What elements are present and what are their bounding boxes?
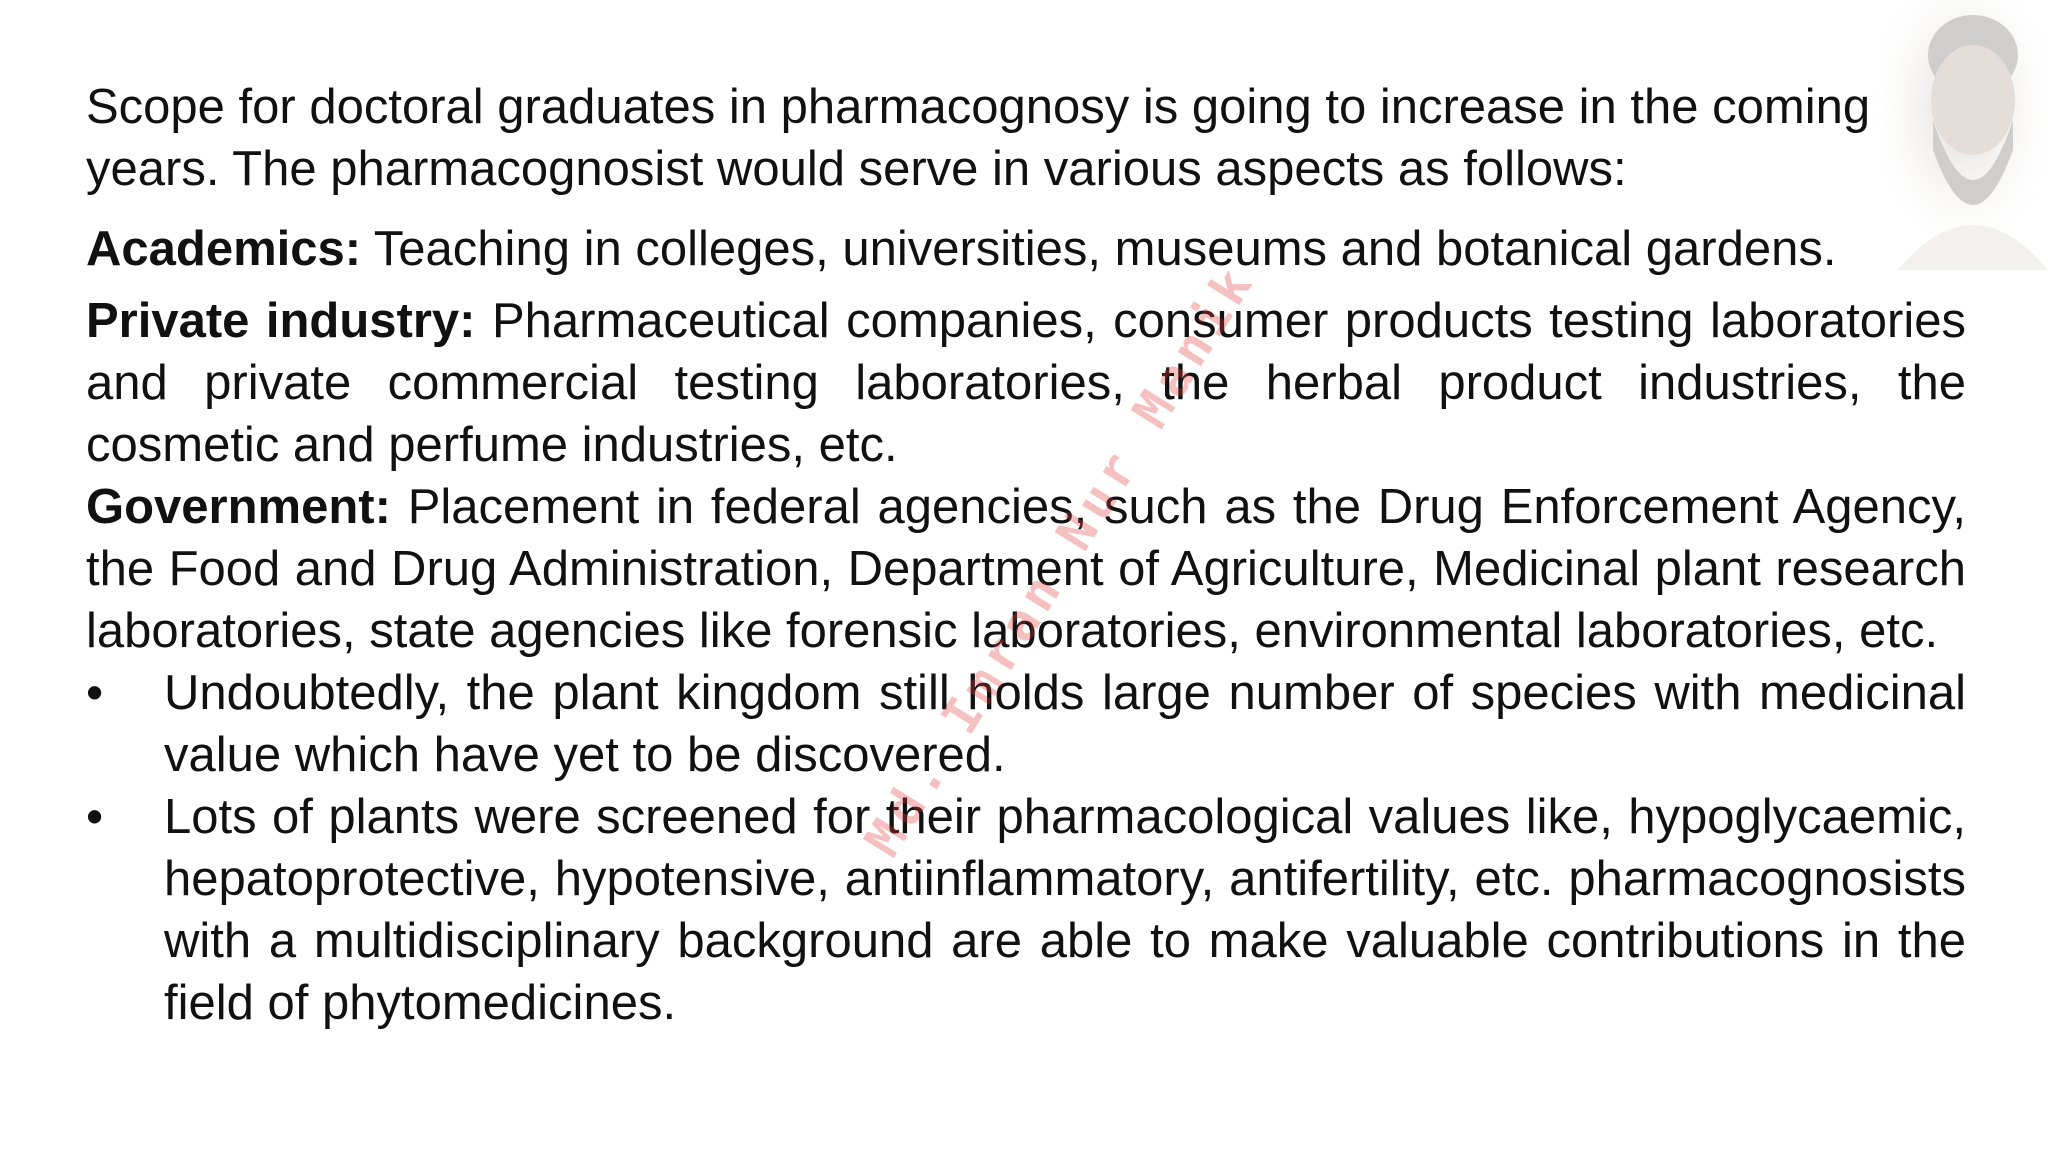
- bullet-item-screened-plants: [86, 786, 1966, 1034]
- bullet-text: Undoubtedly, the plant kingdom still holds large number of species with medicinal value which have yet to be discovered.: [164, 666, 1966, 782]
- government-label: Government:: [86, 480, 391, 534]
- academics-text: Teaching in colleges, universities, museums and botanical gardens.: [361, 222, 1837, 276]
- academics-label: Academics:: [86, 222, 362, 276]
- private-industry-text: Pharmaceutical companies, consumer products testing laboratories and private commercial testing laboratories, the herbal product industries, the cosmetic and perfume industries, etc.: [86, 294, 1966, 472]
- watermark-text: Md. Imran Nur Manik: [853, 253, 1267, 867]
- bullet-item-undiscovered-species: [86, 662, 1966, 786]
- government-paragraph: [86, 476, 1966, 662]
- bullet-icon: •: [86, 790, 104, 844]
- private-industry-label: Private industry:: [86, 294, 476, 348]
- bullet-list: [86, 662, 1966, 1034]
- government-text: Placement in federal agencies, such as the Drug Enforcement Agency, the Food and Drug Administration, Department of Agriculture, Medicinal plant research laboratories, state agencies like forensic laboratories, environmental laboratories, etc.: [86, 480, 1966, 658]
- academics-paragraph: [86, 218, 1966, 280]
- bullet-text: Lots of plants were screened for their pharmacological values like, hypoglycaemic, hepatoprotective, hypotensive, antiinflammatory, antifertility, etc. pharmacognosists with a multidisciplinary background are able to make valuable contributions in the field of phytomedicines.: [164, 790, 1966, 1030]
- bullet-icon: •: [86, 666, 104, 720]
- slide-content: [86, 76, 1966, 1034]
- presenter-avatar-icon: [1878, 0, 2048, 270]
- private-industry-paragraph: [86, 290, 1966, 476]
- intro-paragraph: Scope for doctoral graduates in pharmacognosy is going to increase in the coming years. The pharmacognosist would serve in various aspects as follows:: [86, 80, 1871, 196]
